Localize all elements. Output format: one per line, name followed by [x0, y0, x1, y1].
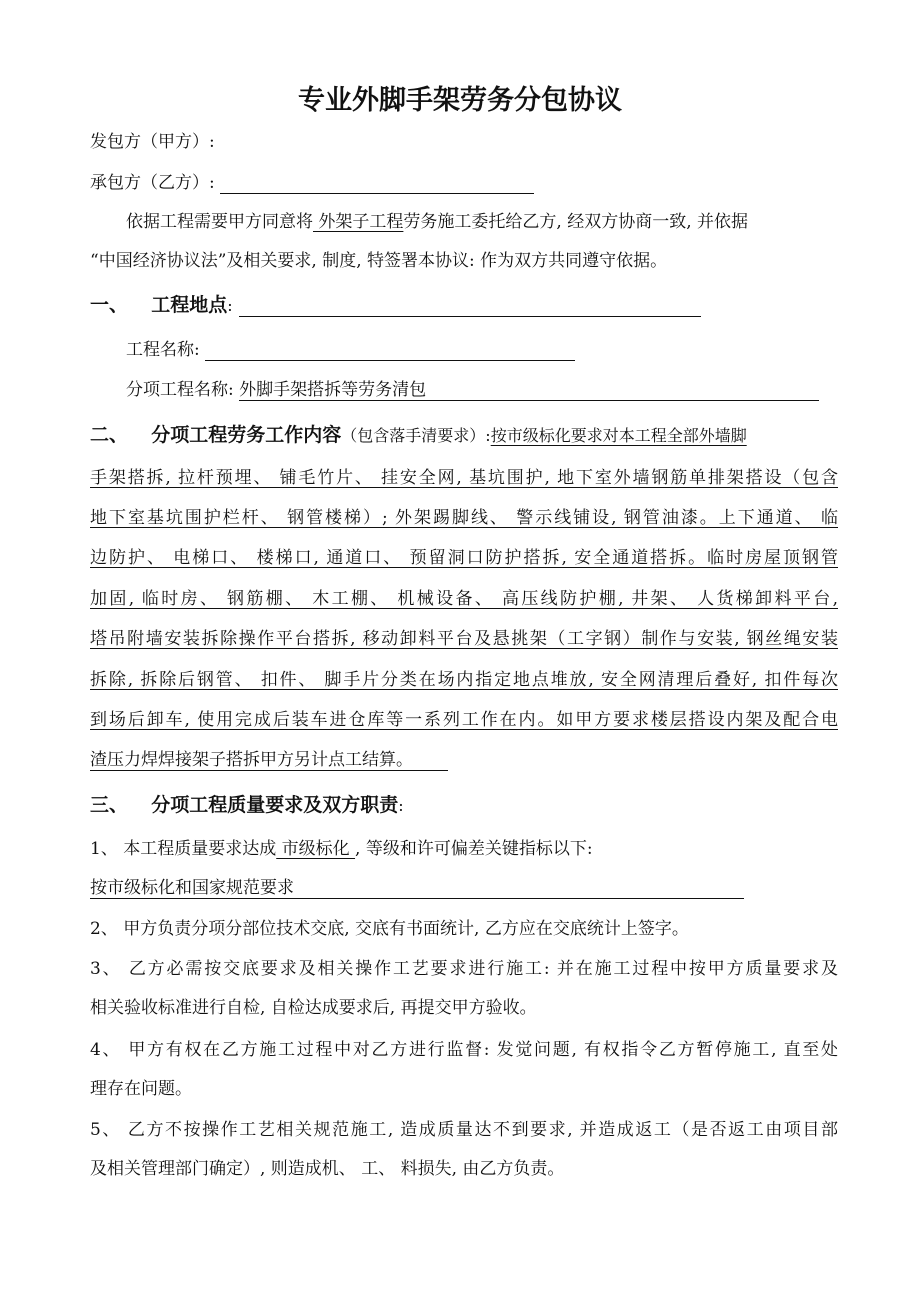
sub-project-value[interactable]: 外脚手架搭拆等劳务清包 [239, 380, 819, 401]
quality-level-value: 市级标化 [276, 839, 356, 859]
work-content-line-9 [90, 749, 448, 771]
section-1-colon: : [227, 296, 233, 315]
party-b-blank[interactable] [220, 175, 534, 194]
quality-item-3-line-2: 相关验收标准进行自检, 自检达成要求后, 再提交甲方验收。 [90, 998, 537, 1018]
work-content-line-8: 到场后卸车, 使用完成后装车进仓库等一系列工作在内。如甲方要求楼层搭设内架及配合电 [90, 710, 838, 730]
section-2-subtitle: （包含落手清要求）: [341, 426, 491, 445]
section-2-number: 二、 [90, 424, 129, 446]
quality-item-4-line-2: 理存在问题。 [90, 1079, 192, 1099]
intro-line-2: “中国经济协议法”及相关要求, 制度, 特签署本协议: 作为双方共同遵守依据。 [90, 251, 668, 271]
section-3-heading [90, 794, 404, 817]
project-name-line [126, 339, 575, 361]
party-a-label: 发包方（甲方）: [90, 132, 215, 152]
section-3-number: 三、 [90, 794, 129, 816]
party-a-line [90, 131, 215, 153]
section-1-title: 工程地点 [151, 294, 228, 316]
quality-item-5-line-1: 5、 乙方不按操作工艺相关规范施工, 造成质量达不到要求, 并造成返工（是否返工由项目部 [90, 1120, 838, 1140]
section-1-heading [90, 294, 701, 317]
work-content-line-6: 塔吊附墙安装拆除操作平台搭拆, 移动卸料平台及悬挑架（工字钢）制作与安装, 钢丝绳安装 [90, 629, 838, 649]
section-3-colon: : [398, 796, 404, 815]
quality-item-1 [90, 838, 593, 860]
intro-text-b: 劳务施工委托给乙方, 经双方协商一致, 并依据 [403, 212, 749, 232]
section-3-title: 分项工程质量要求及双方职责 [151, 794, 399, 816]
party-b-label: 承包方（乙方）: [90, 173, 215, 193]
work-content-line-1: 按市级标化要求对本工程全部外墙脚 [490, 426, 747, 445]
project-name-label: 工程名称: [126, 340, 200, 360]
quality-item-3-line-1: 3、 乙方必需按交底要求及相关操作工艺要求进行施工: 并在施工过程中按甲方质量要求及 [90, 959, 838, 979]
project-location-blank[interactable] [239, 298, 701, 317]
work-content-line-5: 加固, 临时房、 钢筋棚、 木工棚、 机械设备、 高压线防护棚, 井架、 人货梯卸料平台, [90, 589, 838, 609]
quality-item-2: 2、 甲方负责分项分部位技术交底, 交底有书面统计, 乙方应在交底统计上签字。 [90, 919, 689, 939]
sub-project-label: 分项工程名称: [126, 380, 234, 400]
work-content-last-text: 渣压力焊焊接架子搭拆甲方另计点工结算。 [90, 750, 448, 771]
quality-standard-value[interactable]: 按市级标化和国家规范要求 [90, 878, 744, 899]
intro-text-a: 依据工程需要甲方同意将 [126, 212, 313, 232]
document-title: 专业外脚手架劳务分包协议 [298, 85, 622, 116]
section-1-number: 一、 [90, 294, 129, 316]
section-2-title: 分项工程劳务工作内容 [151, 424, 342, 446]
work-content-line-3: 地下室基坑围护栏杆、 钢管楼梯）; 外架踢脚线、 警示线铺设, 钢管油漆。上下通道、 临 [90, 508, 838, 528]
work-content-line-2: 手架搭拆, 拉杆预埋、 铺毛竹片、 挂安全网, 基坑围护, 地下室外墙钢筋单排架搭设（包含 [90, 468, 838, 488]
quality-item-1-text-b: , 等级和许可偏差关键指标以下: [355, 839, 593, 859]
work-content-line-7: 拆除, 拆除后钢管、 扣件、 脚手片分类在场内指定地点堆放, 安全网清理后叠好, 扣件每次 [90, 670, 838, 690]
project-name-blank[interactable] [205, 342, 575, 361]
intro-underlined-project: 外架子工程 [313, 212, 404, 232]
intro-line-1 [126, 211, 748, 233]
quality-item-5-line-2: 及相关管理部门确定）, 则造成机、 工、 料损失, 由乙方负责。 [90, 1159, 565, 1179]
party-b-line [90, 172, 534, 194]
work-content-line-4: 边防护、 电梯口、 楼梯口, 通道口、 预留洞口防护搭拆, 安全通道搭拆。临时房屋顶钢管 [90, 548, 838, 568]
quality-item-4-line-1: 4、 甲方有权在乙方施工过程中对乙方进行监督: 发觉问题, 有权指令乙方暂停施工, 直至处 [90, 1040, 838, 1060]
section-2-heading [90, 424, 747, 447]
quality-item-1-text-a: 1、 本工程质量要求达成 [90, 839, 277, 859]
quality-standard-line [90, 877, 744, 899]
sub-project-line [126, 379, 819, 401]
